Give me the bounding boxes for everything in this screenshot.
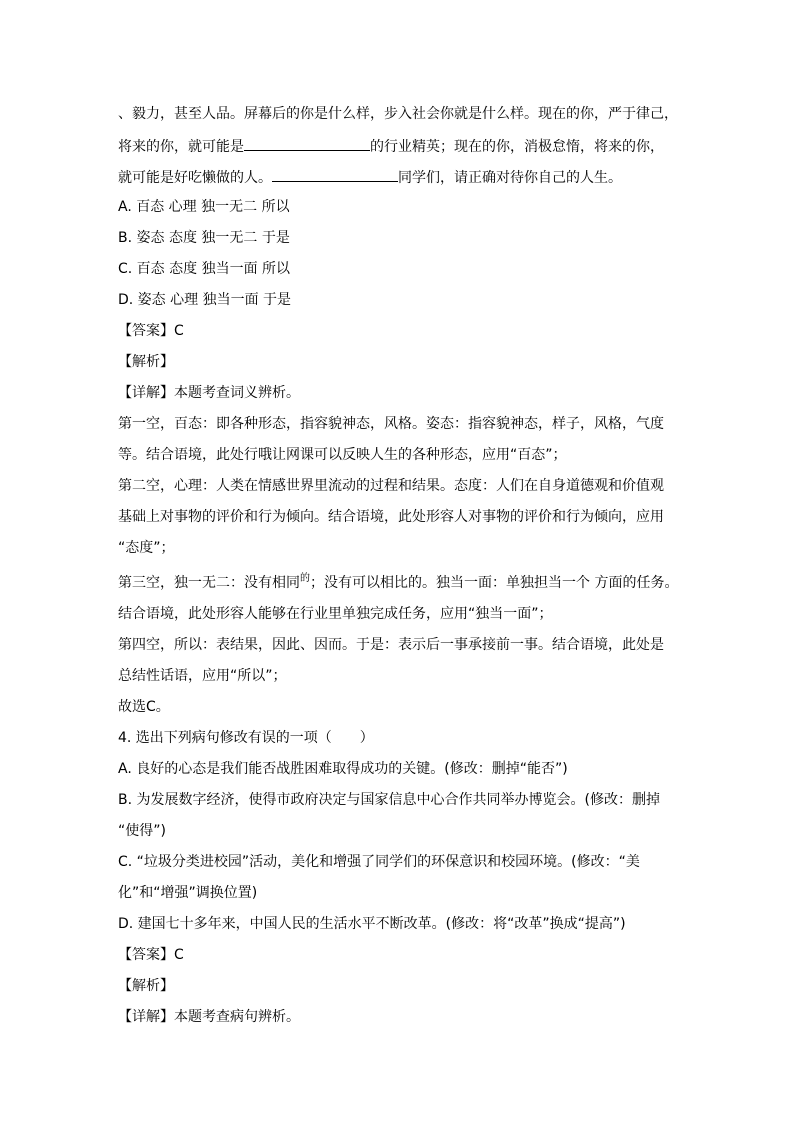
q4-detail: 【详解】本题考查病句辨析。 xyxy=(118,1009,300,1025)
q3-conclusion: 故选C。 xyxy=(118,699,170,715)
q4-option-c-cont: 化”和“增强”调换位置) xyxy=(118,885,258,901)
q4-option-b: B. 为发展数字经济，使得市政府决定与国家信息中心合作共同举办博览会。(修改：删掉 xyxy=(118,792,660,808)
q4-option-d: D. 建国七十多年来，中国人民的生活水平不断改革。(修改：将“改革”换成“提高”) xyxy=(118,916,626,932)
q4-analysis-heading: 【解析】 xyxy=(118,978,174,994)
q3-detail-line: 基础上对事物的评价和行为倾向。结合语境，此处形容人对事物的评价和行为倾向，应用 xyxy=(118,509,664,525)
q3-detail-line: 第四空，所以：表结果，因此、因而。于是：表示后一事承接前一事。结合语境，此处是 xyxy=(118,637,664,653)
q3-third-start: 第三空，独一无二：没有相同 xyxy=(118,575,300,591)
q3-detail-line: 结合语境，此处形容人能够在行业里单独完成任务，应用“独当一面”； xyxy=(118,606,553,622)
q3-option-b: B. 姿态 态度 独一无二 于是 xyxy=(118,230,290,246)
q3-detail-line: 【详解】本题考查词义辨析。 xyxy=(118,385,300,401)
q4-stem: 4. 选出下列病句修改有误的一项（ ） xyxy=(118,730,374,746)
q3-detail-line: 总结性话语，应用“所以”； xyxy=(118,668,287,684)
fill-blank-2 xyxy=(272,166,398,182)
q4-option-c: C. “垃圾分类进校园”活动，美化和增强了同学们的环保意识和校园环境。(修改：“美 xyxy=(118,854,640,870)
passage-line-3-end: 同学们，请正确对待你自己的人生。 xyxy=(398,170,622,186)
q3-third-end: ；没有可以相比的。独当一面：单独担当一个 方面的任务。 xyxy=(310,575,679,591)
q3-detail-third-blank xyxy=(118,573,678,595)
passage-line-3 xyxy=(118,166,622,188)
passage-line-2-end: 的行业精英；现在的你，消极怠惰，将来的你， xyxy=(370,139,664,155)
q3-detail-line: “态度”； xyxy=(118,540,175,556)
q3-detail-line: 第二空，心理：人类在情感世界里流动的过程和结果。态度：人们在自身道德观和价值观 xyxy=(118,478,664,494)
q3-detail-line: 等。结合语境，此处行哦让网课可以反映人生的各种形态，应用“百态”； xyxy=(118,447,567,463)
q3-option-a: A. 百态 心理 独一无二 所以 xyxy=(118,199,290,215)
q4-option-a: A. 良好的心态是我们能否战胜困难取得成功的关键。(修改：删掉“能否”) xyxy=(118,761,568,777)
q3-option-c: C. 百态 态度 独当一面 所以 xyxy=(118,261,291,277)
passage-line-3-start: 就可能是好吃懒做的人。 xyxy=(118,170,272,186)
passage-line-1: 、毅力，甚至人品。屏幕后的你是什么样，步入社会你就是什么样。现在的你，严于律己， xyxy=(118,106,678,122)
q3-option-d: D. 姿态 心理 独当一面 于是 xyxy=(118,292,292,308)
q3-detail-line: 第一空，百态：即各种形态，指容貌神态，风格。姿态：指容貌神态，样子，风格，气度 xyxy=(118,416,664,432)
passage-line-2-start: 将来的你，就可能是 xyxy=(118,139,244,155)
passage-line-2 xyxy=(118,135,664,157)
q3-analysis-heading: 【解析】 xyxy=(118,354,174,370)
q4-option-b-cont: “使得”) xyxy=(118,823,166,839)
q4-answer: 【答案】C xyxy=(118,947,184,963)
q3-third-sup: 的 xyxy=(300,573,310,584)
q3-answer: 【答案】C xyxy=(118,323,184,339)
fill-blank-1 xyxy=(244,135,370,151)
